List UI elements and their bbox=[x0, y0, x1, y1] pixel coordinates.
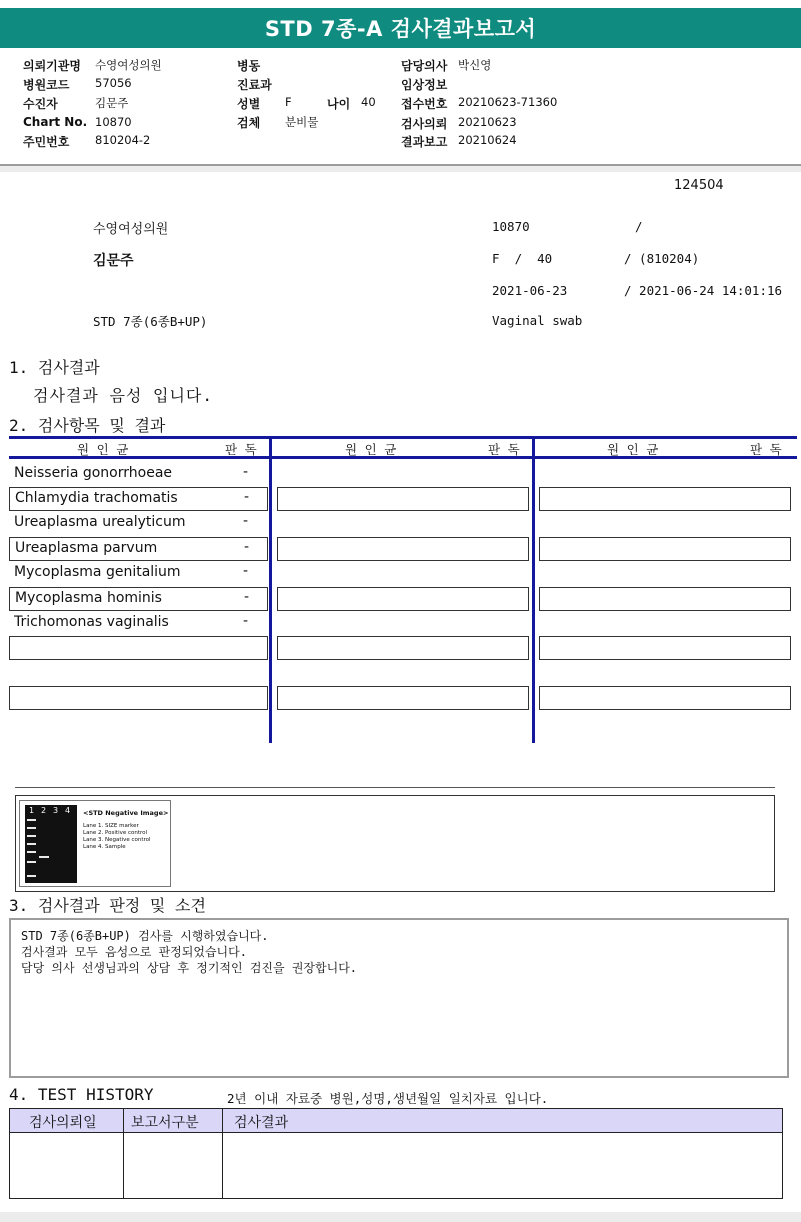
table-row-empty bbox=[539, 636, 791, 660]
sex-label: 성별 bbox=[237, 97, 261, 111]
header-info bbox=[0, 48, 801, 166]
table-row-empty bbox=[539, 686, 791, 710]
table-row bbox=[9, 487, 268, 511]
pathogen-result: - bbox=[243, 563, 249, 579]
gel-lane-label: 4 bbox=[65, 806, 71, 815]
table-row-empty bbox=[277, 487, 529, 511]
clinical-label: 임상정보 bbox=[401, 78, 448, 92]
pathogen-name: Ureaplasma parvum bbox=[15, 540, 158, 556]
pathogen-name: Ureaplasma urealyticum bbox=[14, 514, 186, 530]
table-divider-1 bbox=[269, 436, 272, 743]
table-row bbox=[9, 537, 268, 561]
gel-legend-item: Lane 2. Positive control bbox=[83, 830, 148, 836]
report-title-bar bbox=[0, 8, 801, 48]
gel-band bbox=[27, 843, 36, 845]
table-row-empty bbox=[539, 487, 791, 511]
request-label: 검사의뢰 bbox=[401, 117, 448, 131]
gel-photo bbox=[25, 805, 77, 883]
gel-band bbox=[27, 851, 36, 853]
table-row-empty bbox=[277, 636, 529, 660]
col3-result-header: 판 독 bbox=[750, 442, 782, 457]
hospital-code-value: 57056 bbox=[95, 76, 132, 90]
receipt-value: 20210623-71360 bbox=[458, 95, 558, 109]
gel-band bbox=[39, 856, 49, 858]
pathogen-result: - bbox=[244, 489, 250, 505]
institution-value: 수영여성의원 bbox=[95, 58, 162, 72]
section1-heading: 1. 검사결과 bbox=[9, 358, 100, 377]
pb-chart: 10870 / bbox=[492, 219, 643, 234]
history-header-result: 검사결과 bbox=[234, 1115, 289, 1131]
interpretation-line: 검사결과 모두 음성으로 판정되었습니다. bbox=[21, 945, 247, 959]
gel-band bbox=[27, 827, 36, 829]
specimen-value: 분비물 bbox=[285, 115, 319, 129]
patient-value: 김문주 bbox=[95, 96, 129, 110]
pb-request-date: 2021-06-23 bbox=[492, 283, 568, 298]
doctor-value: 박신영 bbox=[458, 58, 492, 72]
pathogen-name: Mycoplasma hominis bbox=[15, 590, 162, 606]
section1-summary: 검사결과 음성 입니다. bbox=[33, 386, 214, 405]
section4-heading: 4. TEST HISTORY bbox=[9, 1085, 154, 1104]
pb-report-datetime: / 2021-06-24 14:01:16 bbox=[624, 283, 783, 298]
interpretation-line: 담당 의사 선생님과의 상담 후 정기적인 검진을 권장합니다. bbox=[21, 961, 358, 975]
interpretation-box bbox=[9, 918, 789, 1078]
gel-band bbox=[27, 875, 36, 877]
table-row-empty bbox=[277, 587, 529, 611]
gel-legend-item: Lane 3. Negative control bbox=[83, 837, 151, 843]
gel-lane-label: 1 bbox=[29, 806, 35, 815]
section2-heading: 2. 검사항목 및 결과 bbox=[9, 416, 166, 435]
pathogen-name: Mycoplasma genitalium bbox=[14, 564, 181, 580]
history-header-request-date: 검사의뢰일 bbox=[29, 1115, 97, 1131]
pathogen-name: Trichomonas vaginalis bbox=[14, 614, 169, 630]
pathogen-result: - bbox=[243, 464, 249, 480]
pathogen-result: - bbox=[244, 539, 250, 555]
pathogen-result: - bbox=[243, 513, 249, 529]
report-label: 결과보고 bbox=[401, 135, 448, 149]
table-divider-2 bbox=[532, 436, 535, 743]
gel-band bbox=[27, 835, 36, 837]
col3-pathogen-header: 원 인 균 bbox=[607, 442, 659, 457]
gel-title: <STD Negative Image> bbox=[83, 809, 169, 817]
hospital-code-label: 병원코드 bbox=[23, 78, 70, 92]
table-row bbox=[9, 612, 268, 636]
footer-band bbox=[0, 1212, 801, 1222]
pb-institution: 수영여성의원 bbox=[93, 222, 169, 237]
col1-result-header: 판 독 bbox=[225, 442, 257, 457]
pathogen-name: Chlamydia trachomatis bbox=[15, 490, 178, 506]
history-table bbox=[9, 1108, 783, 1199]
table-row bbox=[9, 562, 268, 586]
report-value: 20210624 bbox=[458, 133, 517, 147]
table-row bbox=[9, 587, 268, 611]
gel-lane-label: 3 bbox=[53, 806, 59, 815]
table-row bbox=[9, 463, 268, 487]
patient-label: 수진자 bbox=[23, 97, 58, 111]
institution-label: 의뢰기관명 bbox=[23, 59, 81, 73]
gel-lane-label: 2 bbox=[41, 806, 47, 815]
pb-birth: / (810204) bbox=[624, 251, 700, 266]
col2-pathogen-header: 원 인 균 bbox=[345, 442, 397, 457]
history-header-report-type: 보고서구분 bbox=[131, 1115, 199, 1131]
table-row-empty bbox=[277, 686, 529, 710]
pb-test: STD 7종(6종B+UP) bbox=[93, 314, 208, 329]
interpretation-line: STD 7종(6종B+UP) 검사를 시행하였습니다. bbox=[21, 929, 269, 943]
ward-label: 병동 bbox=[237, 59, 261, 73]
pb-specimen: Vaginal swab bbox=[492, 313, 583, 328]
request-value: 20210623 bbox=[458, 115, 517, 129]
table-row bbox=[9, 512, 268, 536]
pathogen-table bbox=[9, 436, 797, 744]
section3-heading: 3. 검사결과 판정 및 소견 bbox=[9, 896, 206, 915]
col1-pathogen-header: 원 인 균 bbox=[77, 442, 129, 457]
resident-value: 810204-2 bbox=[95, 133, 151, 147]
table-row-empty bbox=[9, 686, 268, 710]
dept-label: 진료과 bbox=[237, 78, 272, 92]
history-note: 2년 이내 자료중 병원,성명,생년월일 일치자료 입니다. bbox=[227, 1091, 549, 1106]
pathogen-result: - bbox=[243, 613, 249, 629]
header-divider bbox=[0, 166, 801, 172]
doctor-label: 담당의사 bbox=[401, 59, 448, 73]
pb-sex-age: F / 40 bbox=[492, 251, 553, 266]
gel-legend-item: Lane 4. Sample bbox=[83, 844, 126, 850]
resident-label: 주민번호 bbox=[23, 135, 70, 149]
chart-label: Chart No. bbox=[23, 115, 88, 129]
gel-legend-item: Lane 1. SIZE marker bbox=[83, 823, 139, 829]
gel-image bbox=[19, 800, 171, 887]
table-top-rule bbox=[9, 436, 797, 439]
table-row-empty bbox=[9, 636, 268, 660]
gel-band bbox=[27, 861, 36, 863]
specimen-label: 검체 bbox=[237, 116, 261, 130]
id-number: 124504 bbox=[674, 178, 724, 193]
age-label: 나이 bbox=[327, 97, 351, 111]
pathogen-result: - bbox=[244, 589, 250, 605]
pb-name: 김문주 bbox=[93, 253, 134, 269]
gel-image-frame bbox=[15, 795, 775, 892]
pathogen-name: Neisseria gonorrhoeae bbox=[14, 465, 173, 481]
col2-result-header: 판 독 bbox=[488, 442, 520, 457]
table-row-empty bbox=[277, 537, 529, 561]
receipt-label: 접수번호 bbox=[401, 97, 448, 111]
table-row-empty bbox=[539, 537, 791, 561]
chart-value: 10870 bbox=[95, 115, 132, 129]
gel-top-rule bbox=[15, 787, 775, 788]
table-row-empty bbox=[539, 587, 791, 611]
report-title: STD 7종-A 검사결과보고서 bbox=[264, 17, 537, 41]
age-value: 40 bbox=[361, 95, 376, 109]
sex-value: F bbox=[285, 95, 292, 109]
gel-band bbox=[27, 819, 36, 821]
